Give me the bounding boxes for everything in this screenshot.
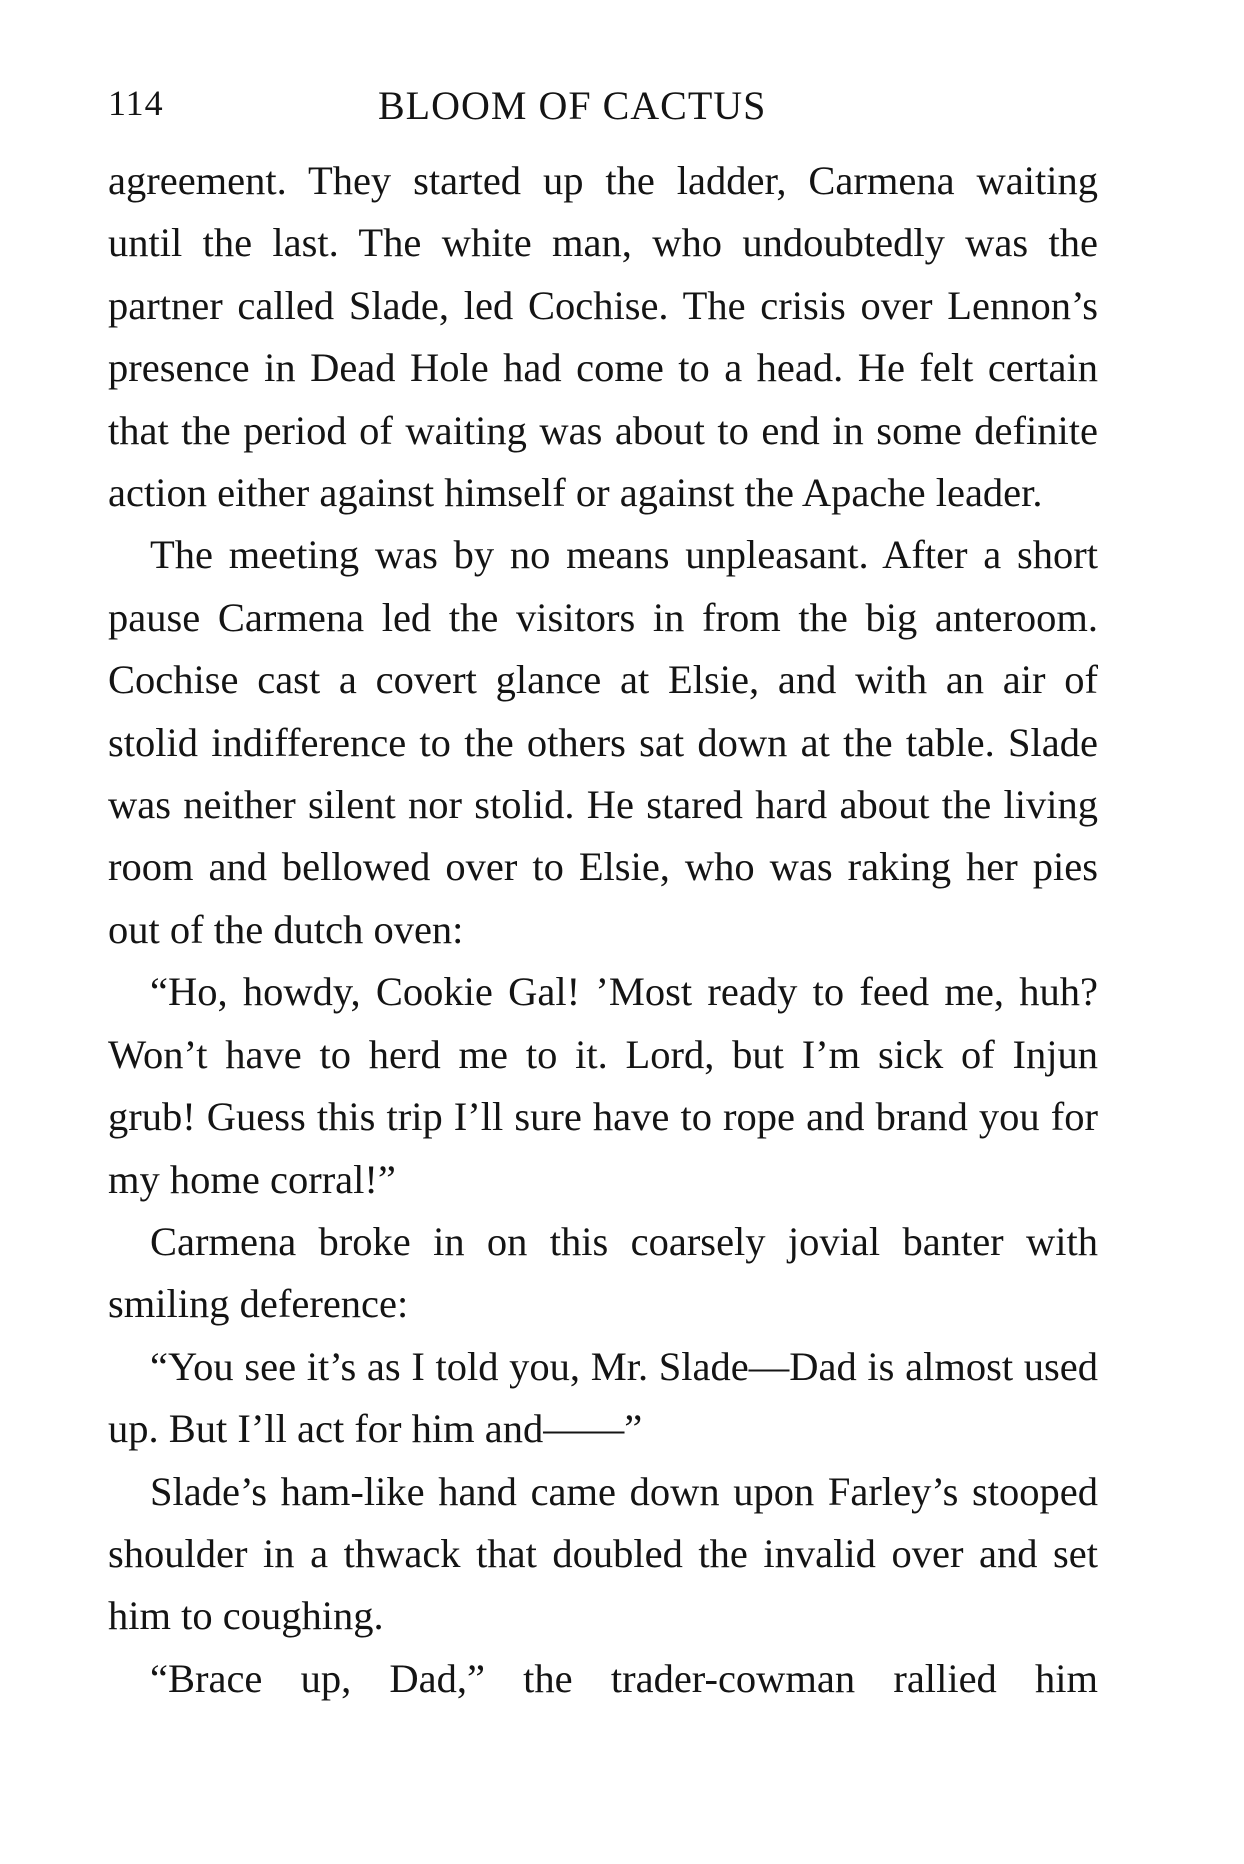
body-text (108, 150, 1098, 1710)
paragraph: Carmena broke in on this coarsely jovial banter with smiling deference: (108, 1218, 1098, 1327)
paragraph: “Brace up, Dad,” the trader-cowman rallied him (150, 1655, 1098, 1701)
page-number: 114 (108, 83, 164, 123)
page-header (108, 82, 1098, 134)
paragraph: agreement. They started up the ladder, Carmena waiting until the last. The white man, who undoubtedly was the partner called Slade, led Cochise. The crisis over Lennon’s presence in Dead Hole had come to a head. He felt certain that the period of waiting was about to end in some definite action either against himself or against the Apache leader. (108, 158, 1098, 516)
paragraph: Slade’s ham-like hand came down upon Farley’s stooped shoulder in a thwack that doubled the invalid over and set him to coughing. (108, 1468, 1098, 1639)
paragraph: “You see it’s as I told you, Mr. Slade—Dad is almost used up. But I’ll act for him and——” (108, 1343, 1098, 1452)
running-head: BLOOM OF CACTUS (378, 83, 767, 128)
paragraph: “Ho, howdy, Cookie Gal! ’Most ready to feed me, huh? Won’t have to herd me to it. Lord, but I’m sick of Injun grub! Guess this trip I’ll sure have to rope and brand you for my home corral!” (108, 969, 1098, 1202)
paragraph: The meeting was by no means unpleasant. After a short pause Carmena led the visitors in from the big anteroom. Cochise cast a covert glance at Elsie, and with an air of stolid indifference to the others sat down at the table. Slade was neither silent nor stolid. He stared hard about the living room and bellowed over to Elsie, who was raking her pies out of the dutch oven: (108, 532, 1098, 952)
